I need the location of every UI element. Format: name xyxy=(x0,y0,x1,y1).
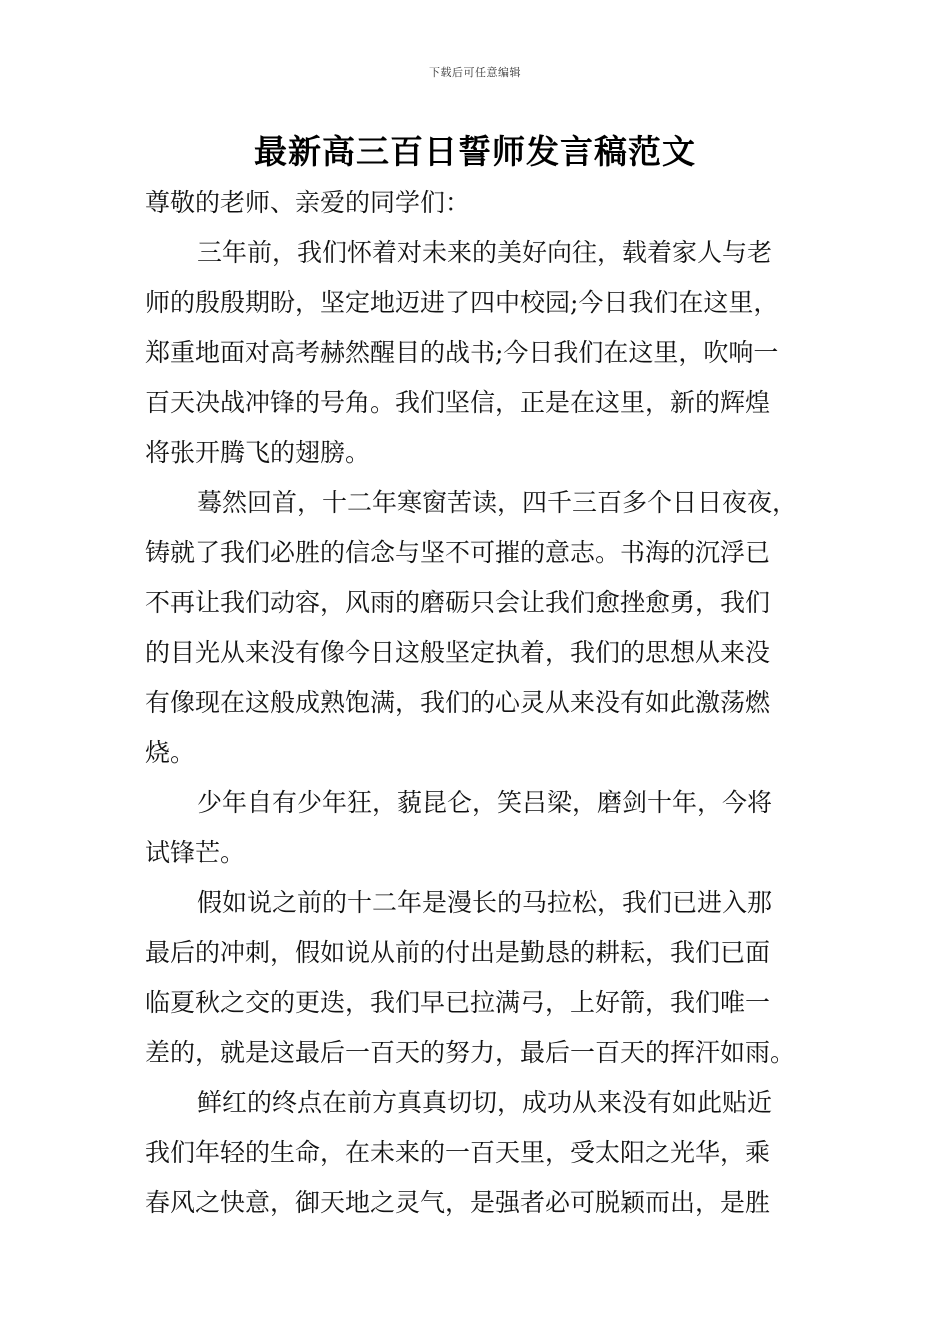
paragraph-line: 烧。 xyxy=(145,738,196,767)
paragraph-line: 春风之快意，御天地之灵气，是强者必可脱颖而出，是胜 xyxy=(145,1188,771,1217)
document-title: 最新高三百日誓师发言稿范文 xyxy=(254,132,696,171)
paragraph-line: 最后的冲刺，假如说从前的付出是勤恳的耕耘，我们已面 xyxy=(145,938,771,967)
paragraph-line: 差的，就是这最后一百天的努力，最后一百天的挥汗如雨。 xyxy=(145,1038,796,1067)
paragraph-line: 铸就了我们必胜的信念与坚不可摧的意志。书海的沉浮已 xyxy=(145,538,771,567)
header-note: 下载后可任意编辑 xyxy=(429,66,521,79)
salutation-line: 尊敬的老师、亲爱的同学们： xyxy=(145,188,471,217)
paragraph-line: 鲜红的终点在前方真真切切，成功从来没有如此贴近 xyxy=(197,1088,773,1117)
document-body xyxy=(145,178,810,1228)
paragraph-line: 临夏秋之交的更迭，我们早已拉满弓，上好箭，我们唯一 xyxy=(145,988,771,1017)
paragraph-line: 假如说之前的十二年是漫长的马拉松，我们已进入那 xyxy=(197,888,773,917)
paragraph-line: 郑重地面对高考赫然醒目的战书;今日我们在这里，吹响一 xyxy=(145,338,779,367)
paragraph-line: 三年前，我们怀着对未来的美好向往，载着家人与老 xyxy=(197,238,773,267)
paragraph-line: 试锋芒。 xyxy=(145,838,246,867)
paragraph-line: 有像现在这般成熟饱满，我们的心灵从来没有如此激荡燃 xyxy=(145,688,771,717)
paragraph-line: 的目光从来没有像今日这般坚定执着，我们的思想从来没 xyxy=(145,638,771,667)
paragraph-line: 百天决战冲锋的号角。我们坚信，正是在这里，新的辉煌 xyxy=(145,388,771,417)
paragraph-line: 蓦然回首，十二年寒窗苦读，四千三百多个日日夜夜， xyxy=(197,488,798,517)
paragraph-line: 不再让我们动容，风雨的磨砺只会让我们愈挫愈勇，我们 xyxy=(145,588,771,617)
paragraph-line: 我们年轻的生命，在未来的一百天里，受太阳之光华，乘 xyxy=(145,1138,771,1167)
paragraph-line: 将张开腾飞的翅膀。 xyxy=(145,438,371,467)
paragraph-line: 少年自有少年狂，藐昆仑，笑吕梁，磨剑十年，今将 xyxy=(197,788,773,817)
paragraph-line: 师的殷殷期盼，坚定地迈进了四中校园;今日我们在这里， xyxy=(145,288,779,317)
